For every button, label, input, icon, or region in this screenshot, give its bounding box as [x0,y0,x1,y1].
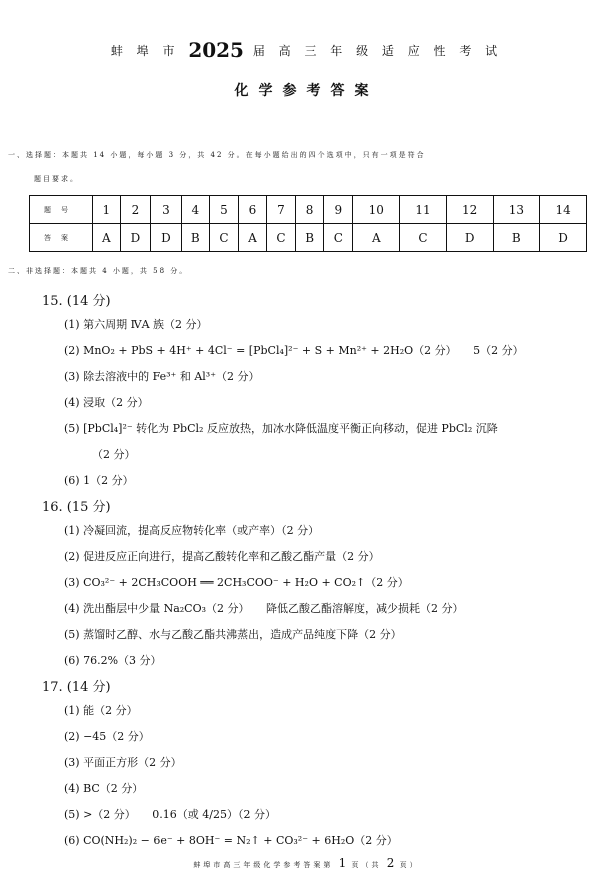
q16-answer-line: (2) 促进反应正向进行，提高乙酸转化率和乙酸乙酯产量（2 分） [64,550,380,563]
q15-answer-line: (1) 第六周期 ⅣA 族（2 分） [64,318,208,331]
page-footer [0,856,613,870]
question-number-cell: 8 [296,196,324,224]
question-number-cell: 1 [93,196,121,224]
footer-suffix: 页） [399,861,420,869]
q16-heading: 16. (15 分) [42,500,111,515]
question-number-cell: 2 [120,196,150,224]
q17-answer-line: (6) CO(NH₂)₂ − 6e⁻ + 8OH⁻ = N₂↑ + CO₃²⁻ + 6H₂O（2 分） [64,834,398,847]
answer-cell: D [540,224,587,252]
footer-total-pages: 2 [386,856,395,870]
answer-cell: C [209,224,238,252]
question-number-cell: 11 [400,196,447,224]
answer-table [29,195,587,252]
answer-cell: B [181,224,209,252]
question-number-cell: 3 [151,196,181,224]
exam-year: 2025 [188,38,244,62]
answer-cell: A [353,224,400,252]
q17-answer-line: (5) >（2 分） 0.16（或 4/25）（2 分） [64,808,276,821]
q15-answer-line: (3) 除去溶液中的 Fe³⁺ 和 Al³⁺（2 分） [64,370,260,383]
answer-cell: B [493,224,540,252]
question-number-row [30,196,587,224]
q17-heading: 17. (14 分) [42,680,111,695]
answer-cell: A [239,224,267,252]
q16-answer-line: (6) 76.2%（3 分） [64,654,162,667]
q17-answer-line: (3) 平面正方形（2 分） [64,756,182,769]
answer-cell: C [266,224,295,252]
page-subtitle: 化学参考答案 [234,83,379,99]
answer-row-label: 答案 [30,224,93,252]
answer-cell: D [446,224,493,252]
question-number-cell: 9 [324,196,353,224]
question-row-label: 题号 [30,196,93,224]
answer-cell: C [400,224,447,252]
q15-answer-line: (5) [PbCl₄]²⁻ 转化为 PbCl₂ 反应放热，加冰水降低温度平衡正向移动，促进 PbCl₂ 沉降 [64,422,498,435]
footer-page-number: 1 [338,856,347,870]
footer-mid: 页（共 [351,861,382,869]
q16-answer-line: (1) 冷凝回流，提高反应物转化率（或产率）（2 分） [64,524,320,537]
answer-cell: B [296,224,324,252]
question-number-cell: 7 [266,196,295,224]
section1-intro-line2: 题目要求。 [34,175,79,183]
question-number-cell: 5 [209,196,238,224]
q15-answer-line: (6) 1（2 分） [64,474,134,487]
q15-heading: 15. (14 分) [42,294,111,309]
question-number-cell: 4 [181,196,209,224]
answer-cell: A [93,224,121,252]
q17-answer-line: (2) −45（2 分） [64,730,150,743]
section1-intro-line1: 一、选择题：本题共 14 小题，每小题 3 分，共 42 分。在每小题给出的四个选项中，只有一项是符合 [8,151,426,159]
answer-cell: D [120,224,150,252]
question-number-cell: 6 [239,196,267,224]
answer-cell: D [151,224,181,252]
question-number-cell: 13 [493,196,540,224]
question-number-cell: 14 [540,196,587,224]
q17-answer-line: (1) 能（2 分） [64,704,138,717]
q15-answer-line: (2) MnO₂ + PbS + 4H⁺ + 4Cl⁻ = [PbCl₄]²⁻ + S + Mn²⁺ + 2H₂O（2 分） 5（2 分） [64,344,524,357]
q15-answer-line: (4) 浸取（2 分） [64,396,149,409]
section2-intro: 二、非选择题：本题共 4 小题，共 58 分。 [8,267,189,275]
title-suffix: 届 高 三 年 级 适 应 性 考 试 [252,44,503,58]
question-number-cell: 12 [446,196,493,224]
q15-answer-line: （2 分） [92,448,136,461]
q17-answer-line: (4) BC（2 分） [64,782,144,795]
q16-answer-line: (5) 蒸馏时乙醇、水与乙酸乙酯共沸蒸出，造成产品纯度下降（2 分） [64,628,402,641]
question-number-cell: 10 [353,196,400,224]
q16-answer-line: (3) CO₃²⁻ + 2CH₃COOH ══ 2CH₃COO⁻ + H₂O + CO₂↑（2 分） [64,576,409,589]
answer-row [30,224,587,252]
answer-cell: C [324,224,353,252]
footer-prefix: 蚌埠市高三年级化学参考答案第 [193,861,334,869]
q16-answer-line: (4) 洗出酯层中少量 Na₂CO₃（2 分） 降低乙酸乙酯溶解度，减少损耗（2 分） [64,602,464,615]
title-prefix: 蚌 埠 市 [110,44,180,58]
exam-title [0,38,613,62]
